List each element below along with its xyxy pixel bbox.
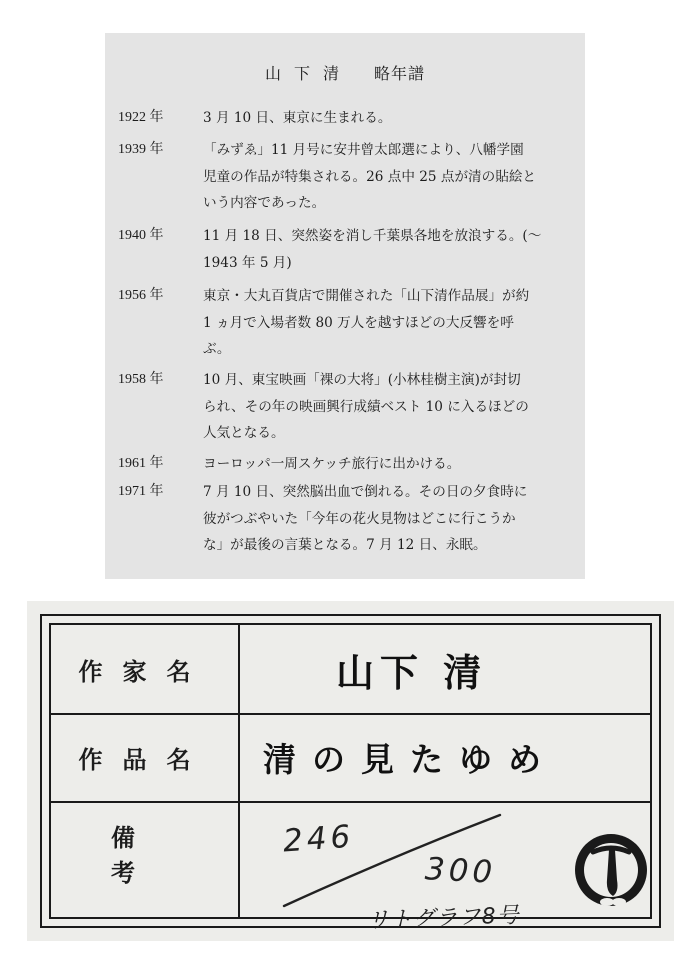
- medium-note: リトグラフ8号: [366, 903, 521, 934]
- edition-number: 246: [281, 818, 356, 860]
- artist-name-value: 山下 清: [336, 649, 488, 695]
- entry-text: 東京・大丸百貨店で開催された「山下清作品展」が約 1 ヵ月で入場者数 80 万人を越すほどの大反響を呼 ぶ。: [203, 288, 530, 357]
- entry-year: 1956 年: [118, 288, 164, 303]
- entry-year: 1940 年: [118, 228, 164, 243]
- edition-total: 300: [424, 851, 498, 891]
- entry-year: 1922 年: [118, 110, 164, 125]
- chronology-title-label: 略年譜: [374, 64, 426, 83]
- edition-slash: [51, 625, 651, 915]
- entry-text: ヨーロッパ一周スケッチ旅行に出かける。: [203, 456, 461, 472]
- entry-text: 3 月 10 日、東京に生まれる。: [203, 110, 392, 126]
- entry-year: 1961 年: [118, 456, 164, 471]
- entry-text: 「みずゑ」11 月号に安井曾太郎選により、八幡学園 児童の作品が特集される。26 点中 25 点が清の貼絵と いう内容であった。: [203, 142, 537, 211]
- artist-seal-icon: [571, 830, 651, 912]
- remarks-label: 備考: [111, 824, 217, 887]
- chronology-card: [105, 33, 585, 579]
- entry-year: 1971 年: [118, 484, 164, 499]
- work-title-value: 清の見たゆめ: [263, 739, 557, 779]
- label-frame: [40, 614, 661, 934]
- chronology-title-name: 山下清: [264, 64, 352, 83]
- entry-text: 10 月、東宝映画「裸の大将」(小林桂樹主演)が封切 られ、その年の映画興行成績ベスト 10 に入るほどの 人気となる。: [203, 372, 529, 441]
- artwork-label-card: [27, 601, 674, 941]
- entry-year: 1958 年: [118, 372, 164, 387]
- chronology-title: [105, 61, 585, 84]
- entry-year: 1939 年: [118, 142, 164, 157]
- label-table: [49, 623, 652, 934]
- artist-name-label: 作家名: [78, 657, 211, 686]
- entry-text: 11 月 18 日、突然姿を消し千葉県各地を放浪する。(～ 1943 年 5 月): [203, 228, 542, 271]
- work-title-label: 作品名: [78, 745, 211, 774]
- entry-text: 7 月 10 日、突然脳出血で倒れる。その日の夕食時に 彼がつぶやいた「今年の花火見物はどこに行こうか な」が最後の言葉となる。7 月 12 日、永眠。: [203, 484, 528, 553]
